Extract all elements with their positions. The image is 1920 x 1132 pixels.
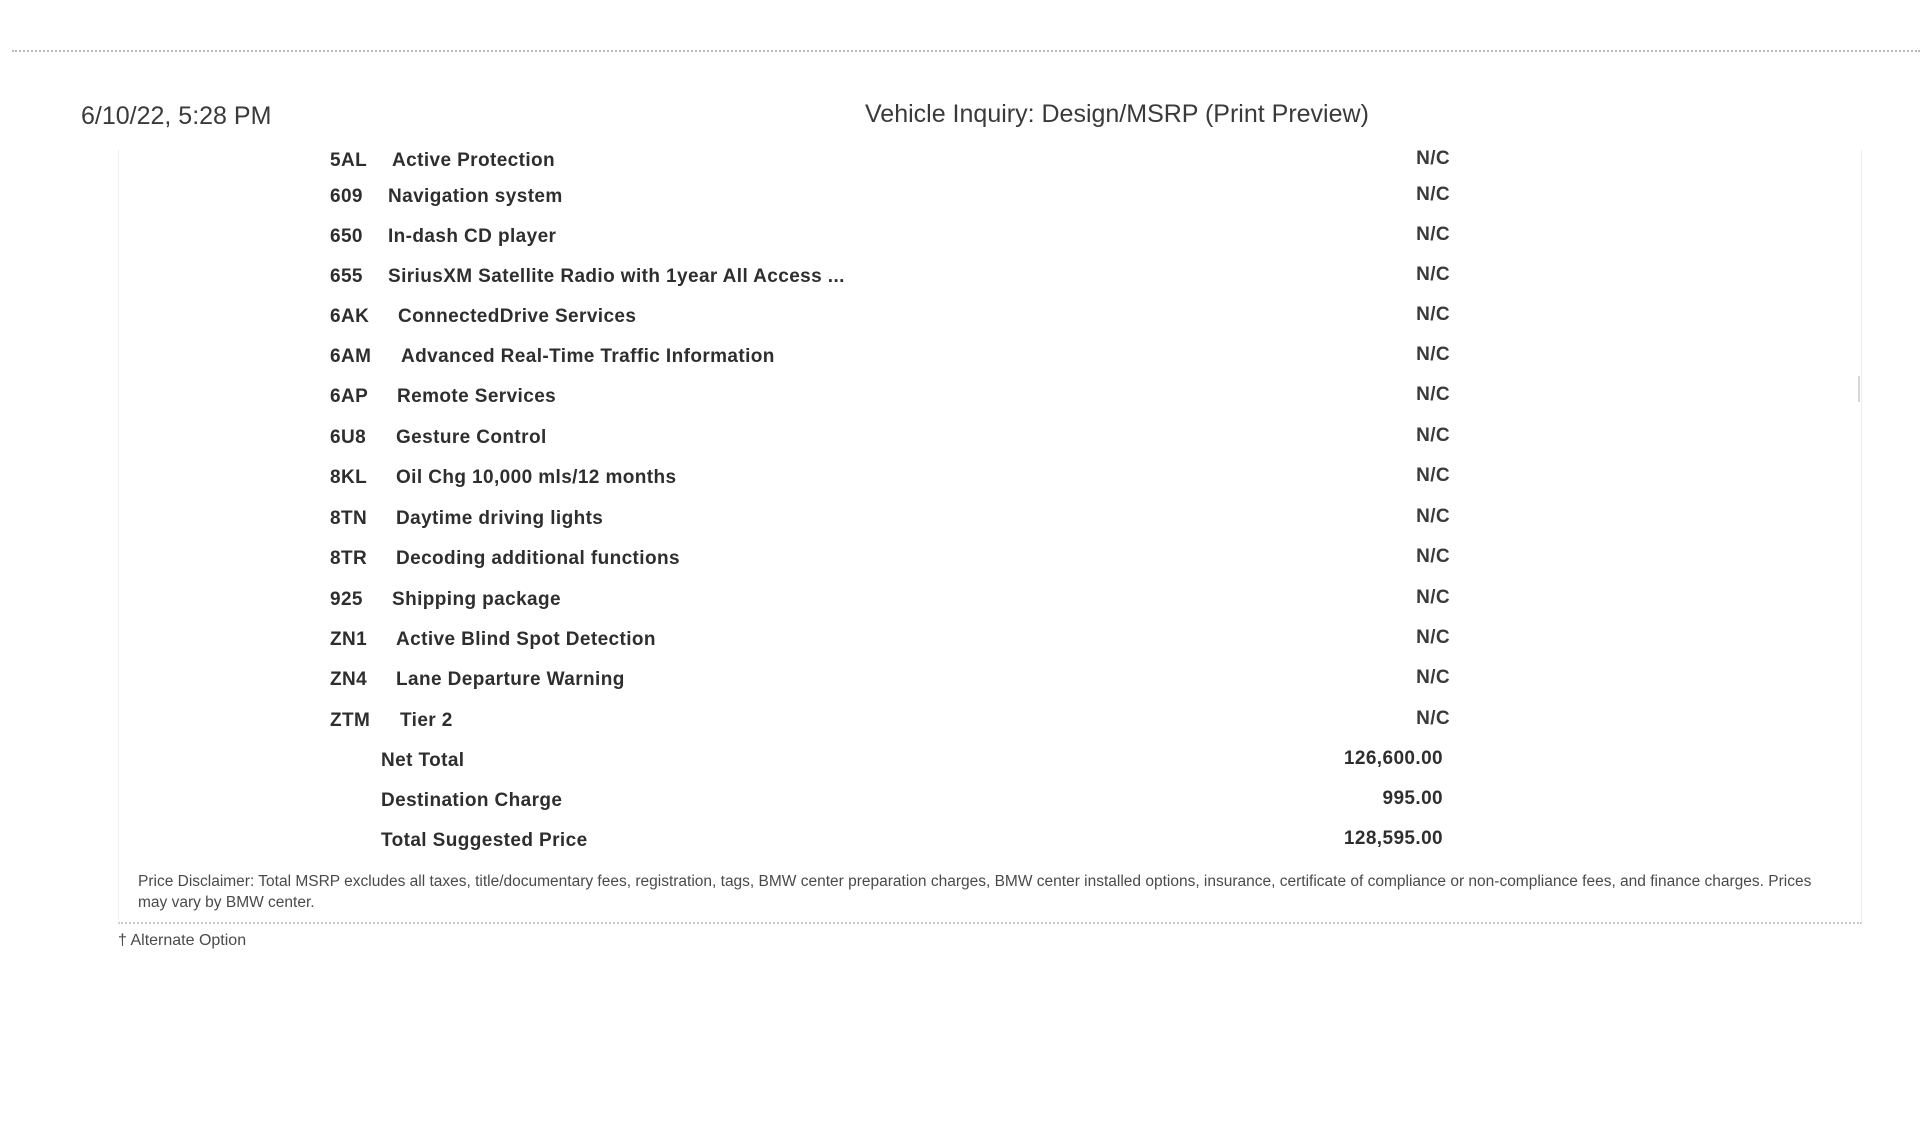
total-suggested-price-row: [381, 830, 1443, 858]
option-description: Remote Services: [397, 386, 557, 407]
option-code: ZN1: [330, 629, 368, 650]
option-description: In-dash CD player: [388, 226, 557, 247]
destination-charge-row: [381, 790, 1443, 818]
option-row: [330, 710, 1450, 738]
print-timestamp: 6/10/22, 5:28 PM: [81, 102, 272, 130]
alternate-option-footnote: † Alternate Option: [118, 932, 247, 949]
option-row: [330, 548, 1450, 576]
option-price: N/C: [1416, 465, 1450, 486]
option-description: Navigation system: [388, 186, 563, 207]
option-code: 8TR: [330, 548, 368, 569]
net-total-row: [381, 750, 1443, 778]
option-price: N/C: [1416, 667, 1450, 688]
destination-charge-label: Destination Charge: [381, 790, 563, 811]
option-description: Tier 2: [400, 710, 453, 731]
option-price: N/C: [1416, 627, 1450, 648]
option-code: 6U8: [330, 427, 367, 448]
option-row: [330, 669, 1450, 697]
option-row: [330, 427, 1450, 455]
option-description: ConnectedDrive Services: [398, 306, 637, 327]
option-code: ZTM: [330, 710, 371, 731]
option-row: [330, 346, 1450, 374]
option-row: [330, 386, 1450, 414]
option-code: 650: [330, 226, 363, 247]
option-row: [330, 467, 1450, 495]
option-code: 8TN: [330, 508, 368, 529]
net-total-value: 126,600.00: [1343, 748, 1443, 769]
option-row: [330, 306, 1450, 334]
price-disclaimer: Price Disclaimer: Total MSRP excludes all taxes, title/documentary fees, registration, tags, BMW center preparation charges, BMW center installed options, insurance, certificate of compliance or non-compliance fees, and finance charges. Prices may vary by BMW center.: [138, 873, 1812, 911]
option-row: [330, 266, 1450, 294]
option-description: Advanced Real-Time Traffic Information: [401, 346, 775, 367]
scrollbar-mark: [1858, 376, 1860, 402]
destination-charge-value: 995.00: [1382, 788, 1443, 809]
option-price: N/C: [1416, 344, 1450, 365]
option-row: [330, 186, 1450, 214]
option-price: N/C: [1416, 224, 1450, 245]
option-description: Active Blind Spot Detection: [396, 629, 656, 650]
option-row: [330, 150, 1450, 178]
option-row: [330, 629, 1450, 657]
page-title: Vehicle Inquiry: Design/MSRP (Print Preview): [865, 100, 1369, 128]
top-divider: [12, 50, 1920, 52]
option-code: 5AL: [330, 150, 368, 171]
option-price: N/C: [1416, 587, 1450, 608]
option-price: N/C: [1416, 148, 1450, 169]
option-code: 655: [330, 266, 363, 287]
total-suggested-price-label: Total Suggested Price: [381, 830, 588, 851]
option-row: [330, 226, 1450, 254]
option-code: 6AP: [330, 386, 369, 407]
option-description: SiriusXM Satellite Radio with 1year All Access ...: [388, 266, 845, 287]
option-price: N/C: [1416, 425, 1450, 446]
option-description: Shipping package: [392, 589, 561, 610]
total-suggested-price-value: 128,595.00: [1343, 828, 1443, 849]
option-code: 925: [330, 589, 363, 610]
option-code: 6AM: [330, 346, 372, 367]
option-description: Active Protection: [392, 150, 556, 171]
option-description: Gesture Control: [396, 427, 547, 448]
option-description: Lane Departure Warning: [396, 669, 625, 690]
net-total-label: Net Total: [381, 750, 465, 771]
option-code: 8KL: [330, 467, 368, 488]
option-row: [330, 508, 1450, 536]
option-price: N/C: [1416, 708, 1450, 729]
option-description: Oil Chg 10,000 mls/12 months: [396, 467, 677, 488]
option-code: 6AK: [330, 306, 370, 327]
option-code: 609: [330, 186, 363, 207]
option-row: [330, 589, 1450, 617]
option-price: N/C: [1416, 264, 1450, 285]
option-price: N/C: [1416, 546, 1450, 567]
option-description: Daytime driving lights: [396, 508, 604, 529]
option-price: N/C: [1416, 384, 1450, 405]
option-description: Decoding additional functions: [396, 548, 680, 569]
option-price: N/C: [1416, 184, 1450, 205]
option-price: N/C: [1416, 304, 1450, 325]
option-code: ZN4: [330, 669, 368, 690]
option-price: N/C: [1416, 506, 1450, 527]
